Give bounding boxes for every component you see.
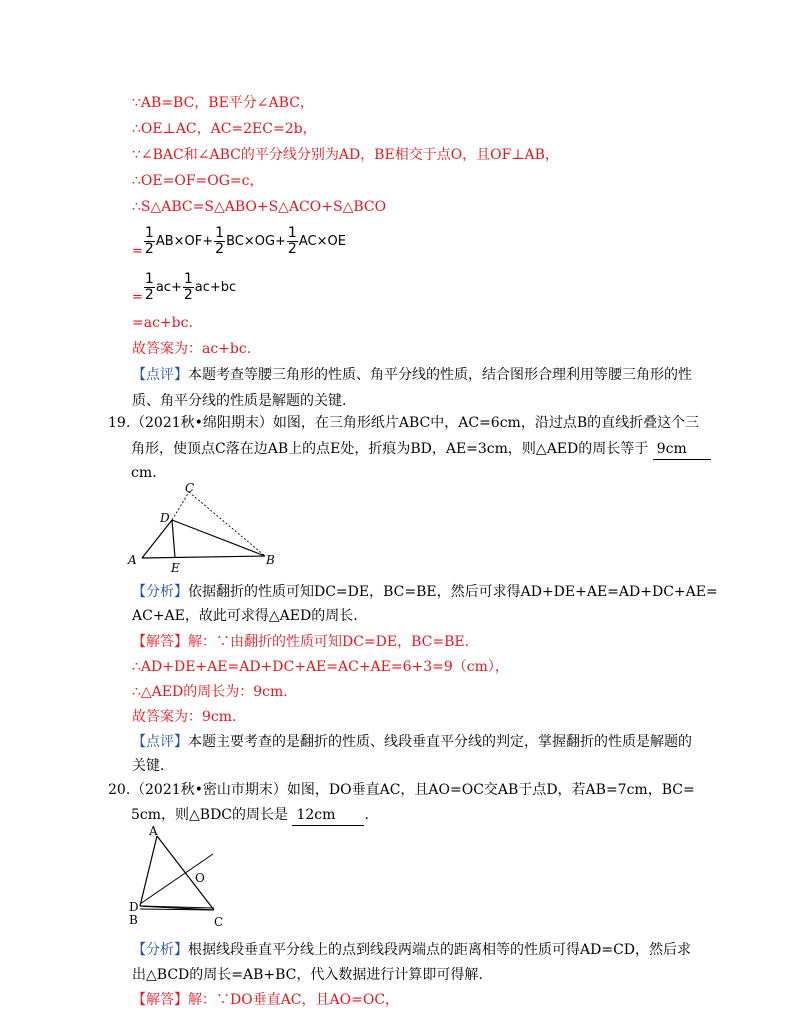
label-a: A (149, 824, 158, 838)
q18-comment-cont: 质、角平分线的性质是解题的关键. (132, 393, 347, 409)
q20-analysis: 【分析】根据线段垂直平分线上的点到线段两端点的距离相等的性质可得AD=CD，然后求 (132, 942, 691, 958)
fraction-half: $\frac{1}{2}$ (215, 225, 225, 257)
fraction-half: $\frac{1}{2}$ (144, 271, 154, 303)
q19-solution-4: 故答案为：9cm. (132, 709, 237, 725)
q19-number: 19. (108, 415, 131, 431)
solution-tag: 【解答】 (132, 634, 188, 650)
q19-analysis-cont: AC+AE，故此可求得△AED的周长. (132, 608, 358, 624)
label-c: C (214, 915, 224, 929)
q20-solution: 【解答】解：∵DO垂直AC，且AO=OC， (132, 992, 400, 1008)
term-ac: ac+ (155, 280, 182, 295)
q19-text-1: （2021秋•绵阳期末）如图，在三角形纸片ABC中，AC=6cm，沿过点B的直线折叠这个三 (131, 415, 700, 431)
comment-tag: 【点评】 (132, 367, 188, 383)
q19-solution-2: ∴AD+DE+AE=AD+DC+AE=AC+AE=6+3=9（cm）， (132, 659, 509, 675)
label-b: B (129, 913, 138, 927)
q20-text-1: （2021秋•密山市期末）如图，DO垂直AC，且AO=OC交AB于点D，若AB=7cm，BC= (131, 782, 695, 798)
q19-solution-3: ∴△AED的周长为：9cm. (132, 684, 288, 700)
q18-line-2: ∴OE⊥AC，AC=2EC=2b， (132, 121, 317, 137)
comment-tag: 【点评】 (132, 734, 188, 750)
q18-comment: 【点评】本题考查等腰三角形的性质、角平分线的性质，结合图形合理利用等腰三角形的性 (132, 367, 692, 383)
q19-answer-blank: 9cm (653, 439, 711, 460)
fraction-half: $\frac{1}{2}$ (183, 271, 193, 303)
fraction-half: $\frac{1}{2}$ (144, 225, 154, 257)
q19-comment-cont: 关键. (132, 758, 165, 774)
q19-triangle-figure (125, 482, 285, 574)
term-bc-og: BC×OG+ (226, 234, 286, 249)
term-ac-oe: AC×OE (298, 234, 346, 249)
equals-sign: = (132, 290, 143, 305)
q20-text-2: 5cm，则△BDC的周长是 12cm . (131, 805, 369, 826)
label-d: D (129, 900, 139, 914)
q20-triangle-figure (125, 824, 235, 932)
label-c: C (185, 482, 195, 495)
q19-text-3: cm. (131, 465, 157, 481)
q19-text-2: 角形，使顶点C落在边AB上的点E处，折痕为BD，AE=3cm，则△AED的周长等于 9cm (131, 439, 711, 460)
q20-analysis-cont: 出△BCD的周长=AB+BC，代入数据进行计算即可得解. (132, 967, 483, 983)
q19-analysis: 【分析】依据翻折的性质可知DC=DE，BC=BE，然后可求得AD+DE+AE=AD+DC+AE= (132, 584, 718, 600)
q18-line-3: ∵∠BAC和∠ABC的平分线分别为AD，BE相交于点O，且OF⊥AB， (132, 147, 559, 163)
label-d: D (160, 511, 170, 525)
q19-comment: 【点评】本题主要考查的是翻折的性质、线段垂直平分线的判定，掌握翻折的性质是解题的 (132, 734, 692, 750)
q20-answer-blank: 12cm (292, 805, 364, 826)
q18-line-1: ∵AB=BC，BE平分∠ABC， (132, 95, 314, 111)
analysis-tag: 【分析】 (132, 942, 188, 958)
q18-math-row-1 (132, 226, 346, 259)
term-ab-of: AB×OF+ (155, 234, 214, 249)
label-a: A (128, 553, 137, 567)
label-e: E (171, 561, 180, 574)
term-ac-bc: ac+bc (194, 280, 237, 295)
analysis-tag: 【分析】 (132, 584, 188, 600)
fraction-half: $\frac{1}{2}$ (287, 225, 297, 257)
solution-tag: 【解答】 (132, 992, 188, 1008)
q19-solution: 【解答】解：∵由翻折的性质可知DC=DE，BC=BE. (132, 634, 470, 650)
q18-line-5: ∴S△ABC=S△ABO+S△ACO+S△BCO (132, 199, 387, 215)
equals-sign: = (132, 244, 143, 259)
q18-answer: 故答案为：ac+bc. (132, 341, 252, 357)
q20-number: 20. (108, 782, 131, 798)
q18-line-6: =ac+bc. (132, 315, 193, 331)
label-b: B (266, 553, 275, 567)
q18-math-row-2 (132, 272, 236, 305)
label-o: O (195, 871, 205, 885)
q18-line-4: ∴OE=OF=OG=c， (132, 173, 264, 189)
